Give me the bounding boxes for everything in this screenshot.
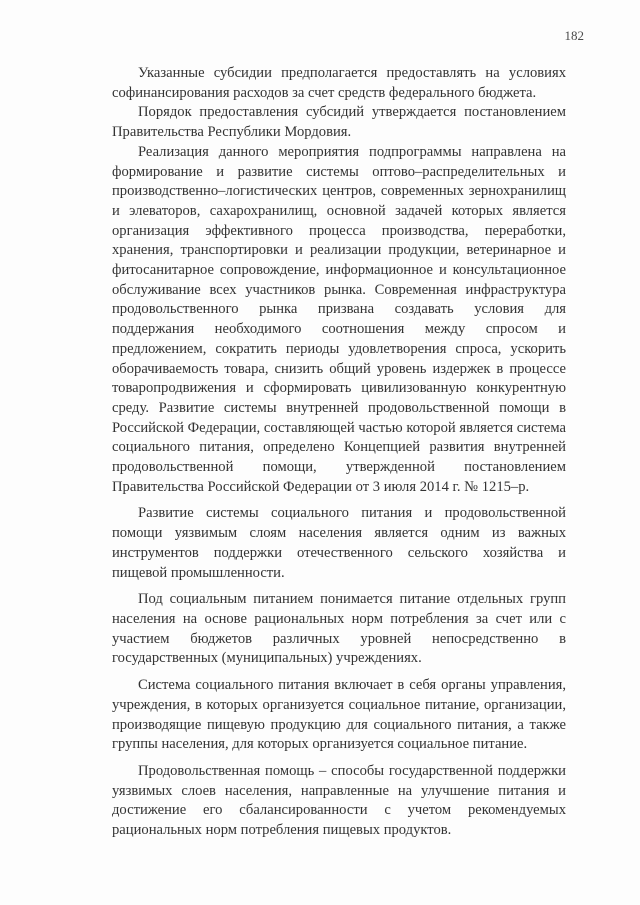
paragraph-social-nutrition-system: Система социального питания включает в себя органы управления, учреждения, в которых организуется социальное питание, организации, производящие пищевую продукцию для социального питания, а также группы населения, для которых организуется социальное питание.: [112, 677, 566, 753]
paragraph-social-nutrition-definition: Под социальным питанием понимается питание отдельных групп населения на основе рациональных норм потребления за счет или с участием бюджетов различных уровней непосредственно в государственных (муниципальных) учреждениях.: [112, 591, 566, 667]
paragraph-food-assistance: Продовольственная помощь – способы государственной поддержки уязвимых слоев населения, направленные на улучшение питания и достижение его сбалансированности с учетом рекомендуемых рациональных норм потребления пищевых продуктов.: [112, 762, 566, 839]
paragraph-subsidies-procedure: Порядок предоставления субсидий утверждается постановлением Правительства Республики Мордовия.: [112, 104, 566, 141]
paragraph-infrastructure: Реализация данного мероприятия подпрограммы направлена на формирование и развитие системы оптово–распределительных и производственно–логистических центров, современных зернохранилищ и элеваторов, сахарохранилищ, основной задачей которых является организация эффективного процесса производства, переработки, хранения, транспортировки и реализации продукции, ветеринарное и фитосанитарное сопровождение, информационное и консультационное обслуживание всех участников рынка. Современная инфраструктура продовольственного рынка призвана создавать условия для поддержания необходимого соотношения между спросом и предложением, сократить периоды удовлетворения спроса, ускорить оборачиваемость товара, снизить общий уровень издержек в процессе товаропродвижения и сформировать цивилизованную конкурентную среду. Развитие системы внутренней продовольственной помощи в Российской Федерации, составляющей частью которой является система социального питания, определено Концепцией развития внутренней продовольственной помощи, утвержденной постановлением Правительства Российской Федерации от 3 июля 2014 г. № 1215–р.: [112, 143, 566, 495]
paragraph-social-nutrition-development: Развитие системы социального питания и продовольственной помощи уязвимым слоям населения является одним из важных инструментов поддержки отечественного сельского хозяйства и пищевой промышленности.: [112, 505, 566, 581]
paragraph-subsidies-conditions: Указанные субсидии предполагается предоставлять на условиях софинансирования расходов за счет средств федерального бюджета.: [112, 65, 566, 101]
page-number: 182: [564, 28, 584, 43]
document-body: [112, 64, 566, 841]
